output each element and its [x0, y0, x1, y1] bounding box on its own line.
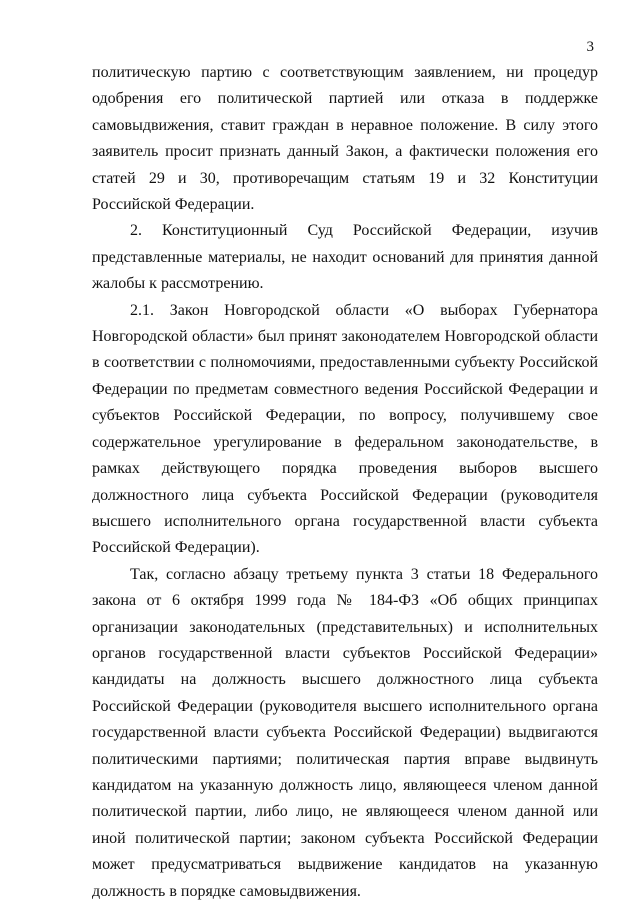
- document-body: [92, 60, 598, 905]
- paragraph-continuation: политическую партию с соответствующим заявлением, ни процедур одобрения его политической партией или отказа в поддержке самовыдвижения, ставит граждан в неравное положение. В силу этого заявитель просит признать данный Закон, а фактически положения его статей 29 и 30, противоречащим статьям 19 и 32 Конституции Российской Федерации.: [92, 64, 598, 214]
- paragraph-section-2: 2. Конституционный Суд Российской Федерации, изучив представленные материалы, не находит оснований для принятия данной жалобы к рассмотрению.: [92, 222, 598, 293]
- paragraph-federal-law: Так, согласно абзацу третьему пункта 3 статьи 18 Федерального закона от 6 октября 1999 года № 184-ФЗ «Об общих принципах организации законодательных (представительных) и исполнительных органов государственной власти субъектов Российской Федерации» кандидаты на должность высшего должностного лица субъекта Российской Федерации (руководителя высшего исполнительного органа государственной власти субъекта Российской Федерации) выдвигаются политическими партиями; политическая партия вправе выдвинуть кандидатом на указанную должность лицо, являющееся членом данной политической партии, либо лицо, не являющееся членом данной или иной политической партии; законом субъекта Российской Федерации может предусматриваться выдвижение кандидатов на указанную должность в порядке самовыдвижения.: [92, 565, 598, 900]
- page-number: 3: [586, 39, 594, 55]
- paragraph-section-2-1: 2.1. Закон Новгородской области «О выборах Губернатора Новгородской области» был принят законодателем Новгородской области в соответствии с полномочиями, предоставленными субъекту Российской Федерации по предметам совместного ведения Российской Федерации и субъектов Российской Федерации, по вопросу, получившему свое содержательное урегулирование в федеральном законодательстве, в рамках действующего порядка проведения выборов высшего должностного лица субъекта Российской Федерации (руководителя высшего исполнительного органа государственной власти субъекта Российской Федерации).: [92, 301, 598, 557]
